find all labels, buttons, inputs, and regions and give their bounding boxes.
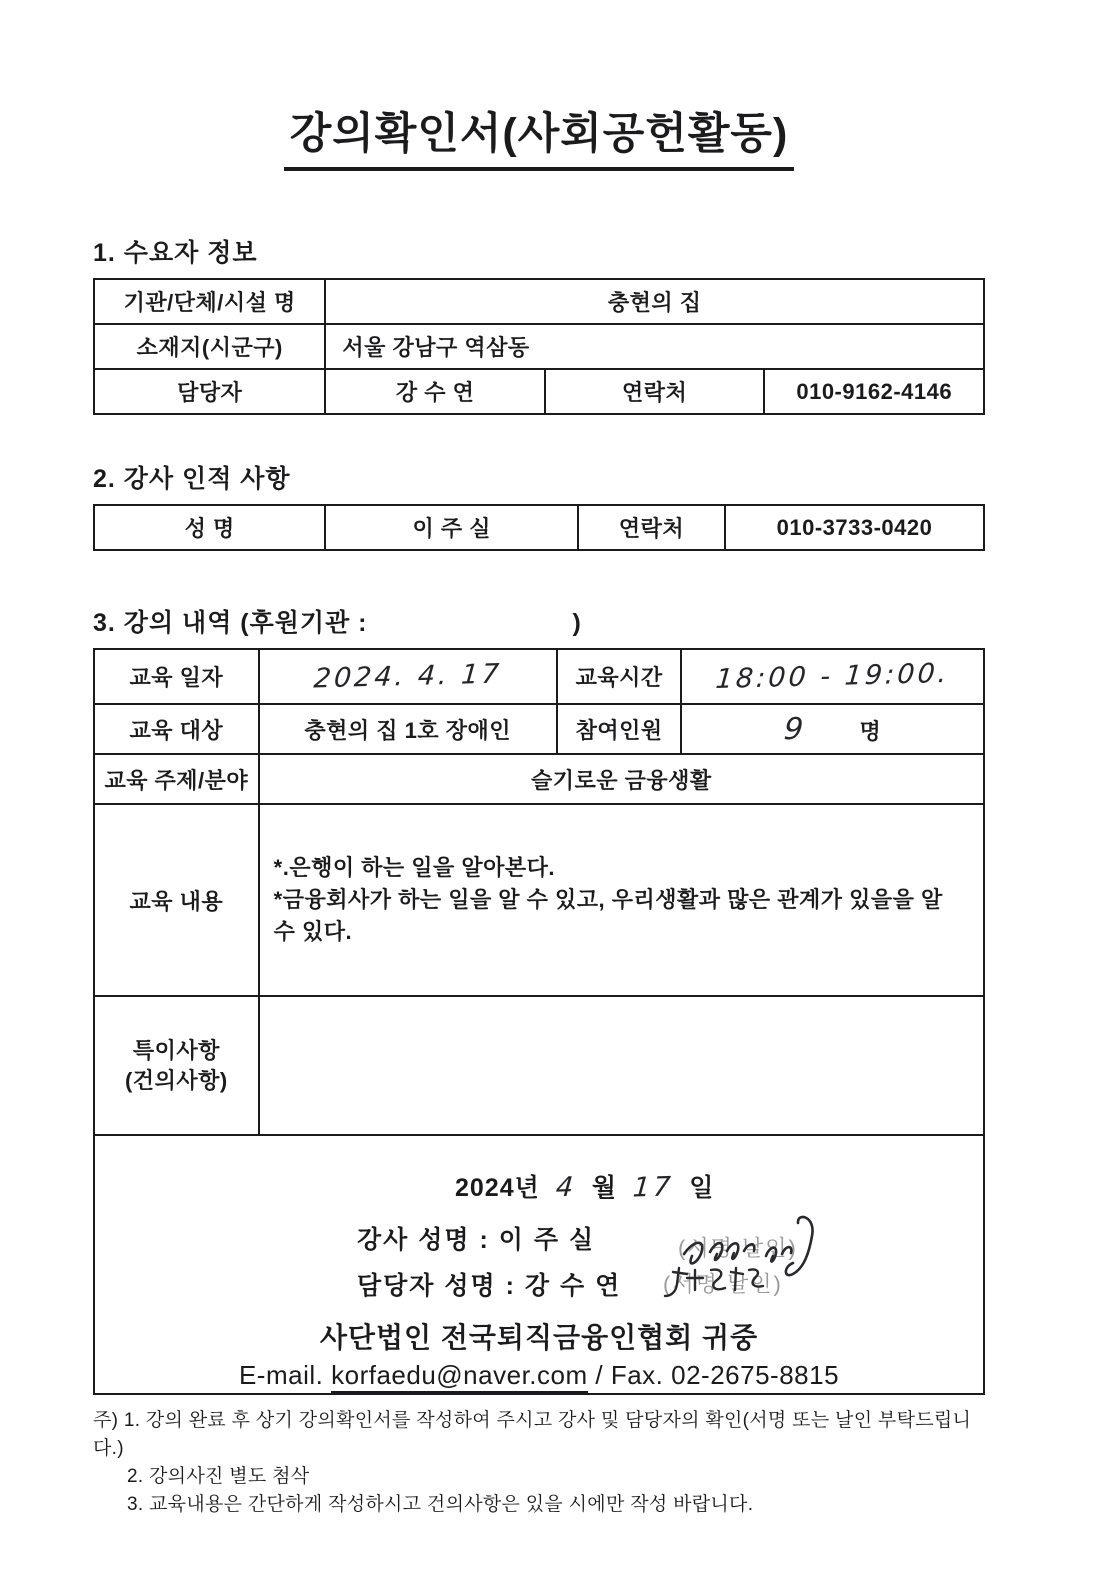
edu-content-line2: *금융회사가 하는 일을 알 수 있고, 우리생활과 많은 관계가 있을을 알 수 있다. <box>273 887 943 944</box>
manager-signature-icon <box>655 1262 805 1304</box>
footnote-line3: 3. 교육내용은 간단하게 작성하시고 건의사항은 있을 시에만 작성 바랍니다. <box>127 1494 754 1516</box>
section1-heading: 1. 수요자 정보 <box>93 239 258 267</box>
special-notes-label <box>94 996 259 1135</box>
contact-value: 010-9162-4146 <box>764 369 984 414</box>
instructor-info-table <box>93 504 985 551</box>
edu-target-value: 충현의 집 1호 장애인 <box>259 704 557 754</box>
table-row <box>94 279 984 324</box>
org-name-value: 충현의 집 <box>325 279 984 324</box>
signature-block <box>95 1136 983 1393</box>
customer-info-table <box>93 278 985 415</box>
handwritten-month: 4 <box>554 1171 578 1204</box>
date-day-suffix: 일 <box>689 1174 715 1202</box>
instructor-name-label: 성 명 <box>94 505 325 550</box>
instructor-contact-value: 010-3733-0420 <box>725 505 984 550</box>
instructor-contact-label: 연락처 <box>578 505 725 550</box>
confirmation-date <box>455 1168 714 1204</box>
instructor-name-value: 이 주 실 <box>325 505 578 550</box>
manager-signature-area <box>655 1262 805 1304</box>
signature-block-cell <box>94 1135 984 1394</box>
lecture-detail-table <box>93 648 985 1395</box>
sponsor-field-label: (후원기관 : <box>240 609 368 637</box>
table-row <box>94 649 984 704</box>
table-row <box>94 704 984 754</box>
section2-heading: 2. 강사 인적 사항 <box>93 465 291 493</box>
edu-date-label: 교육 일자 <box>94 649 259 704</box>
footnote-line2: 2. 강의사진 별도 첨삭 <box>127 1466 310 1488</box>
manager-name-line: 담당자 성명 : 강 수 연 <box>357 1272 622 1300</box>
email-label: E-mail. <box>238 1360 324 1390</box>
table-row <box>94 754 984 804</box>
edu-content-label: 교육 내용 <box>94 804 259 996</box>
org-name-label: 기관/단체/시설 명 <box>94 279 325 324</box>
contact-label: 연락처 <box>545 369 765 414</box>
date-month-suffix: 월 <box>591 1174 618 1202</box>
special-notes-label-line1: 특이사항 <box>132 1037 220 1063</box>
address-label: 소재지(시군구) <box>94 324 325 369</box>
manager-stamp-hint: (서명 날인) <box>663 1271 783 1297</box>
handwritten-attendee-count: 9 <box>782 711 808 747</box>
handwritten-time: 18:00 - 19:00. <box>714 657 951 696</box>
date-year: 2024년 <box>455 1174 540 1202</box>
document-title-text: 강의확인서(사회공헌활동) <box>284 100 795 171</box>
table-row <box>94 996 984 1135</box>
attendees-label: 참여인원 <box>557 704 682 754</box>
edu-time-value <box>681 649 984 704</box>
table-row <box>94 1135 984 1394</box>
table-row <box>94 369 984 414</box>
section3-heading-text: 3. 강의 내역 <box>93 609 233 637</box>
manager-value: 강 수 연 <box>325 369 545 414</box>
sponsor-field-close-paren: ) <box>572 609 582 637</box>
edu-target-label: 교육 대상 <box>94 704 259 754</box>
special-notes-value <box>259 996 984 1135</box>
instructor-name-line: 강사 성명 : 이 주 실 <box>357 1226 596 1254</box>
edu-date-value <box>259 649 557 704</box>
document-title <box>93 100 985 171</box>
table-row <box>94 804 984 996</box>
table-row <box>94 505 984 550</box>
special-notes-label-line2: (건의사항) <box>124 1067 228 1093</box>
edu-topic-value: 슬기로운 금융생활 <box>259 754 984 804</box>
handwritten-day: 17 <box>631 1171 675 1204</box>
edu-time-label: 교육시간 <box>557 649 682 704</box>
instructor-stamp-hint: (서명 날인) <box>678 1235 798 1261</box>
fax-number: / Fax. 02-2675-8815 <box>595 1360 840 1390</box>
section3-heading <box>93 603 985 639</box>
attendees-unit: 명 <box>859 718 882 744</box>
attendees-value <box>681 704 984 754</box>
edu-topic-label: 교육 주제/분야 <box>94 754 259 804</box>
address-value: 서울 강남구 역삼동 <box>325 324 984 369</box>
table-row <box>94 324 984 369</box>
association-name: 사단법인 전국퇴직금융인협회 귀중 <box>319 1322 759 1353</box>
edu-content-value <box>259 804 984 996</box>
footnotes <box>93 1407 985 1519</box>
contact-footer-line <box>95 1360 983 1391</box>
edu-content-line1: *.은행이 하는 일을 알아본다. <box>273 855 556 881</box>
email-address: korfaedu@naver.com <box>331 1360 588 1393</box>
handwritten-date: 2024. 4. 17 <box>312 658 503 695</box>
manager-label: 담당자 <box>94 369 325 414</box>
footnote-line1: 주) 1. 강의 완료 후 상기 강의확인서를 작성하여 주시고 강사 및 담당자의 확인(서명 또는 날인 부탁드립니다.) <box>93 1410 972 1460</box>
